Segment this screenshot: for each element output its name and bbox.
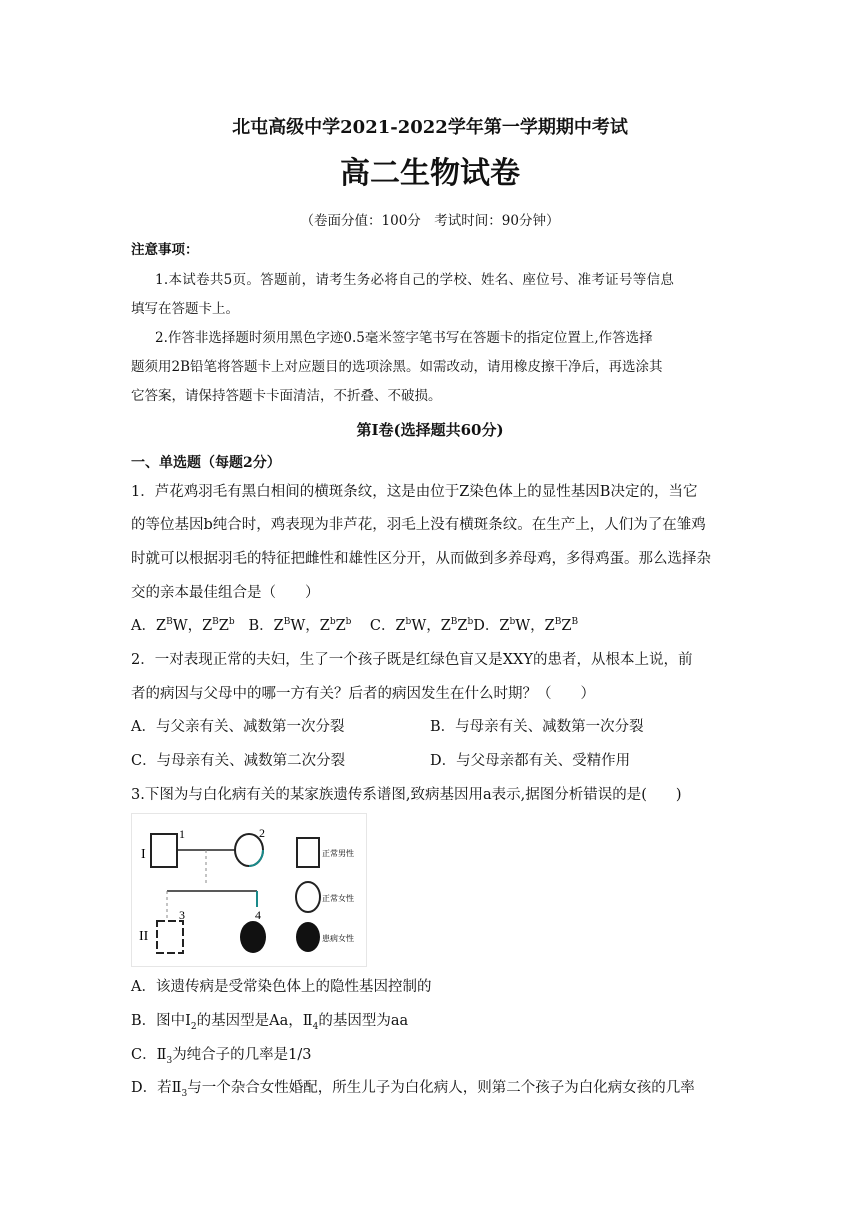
q1-options (131, 616, 578, 636)
legend-normal-male-label: 正常男性 (322, 849, 354, 858)
generation-II-label: II (139, 929, 149, 944)
legend-affected-female-label: 患病女性 (322, 934, 354, 943)
q1-line-2: 的等位基因b纯合时，鸡表现为非芦花，羽毛上没有横斑条纹。在生产上，人们为了在雏鸡 (131, 517, 706, 533)
q2-option-a: A．与父亲有关、减数第一次分裂 (131, 719, 345, 735)
score-time-info: （卷面分值：100分 考试时间：90分钟） (300, 213, 560, 229)
q1-option-a: A．$Z^BW$，$Z^BZ^b$ (131, 617, 235, 634)
q1-option-b: B．$Z^BW$，$Z^bZ^b$ (248, 617, 352, 634)
legend-normal-female-symbol (296, 882, 320, 912)
notice-heading: 注意事项： (131, 242, 199, 258)
subject-title: 高二生物试卷 (340, 156, 520, 191)
q2-option-b: B．与母亲有关、减数第一次分裂 (430, 719, 644, 735)
q2-option-d: D．与父母亲都有关、受精作用 (430, 753, 631, 769)
q1-option-c: C．$Z^bW$，$Z^BZ^b$ (369, 617, 474, 634)
individual-II-4-number: 4 (255, 908, 261, 922)
q2-line-2: 者的病因与父母中的哪一方有关？后者的病因发生在什么时期？（ ） (131, 686, 595, 702)
individual-II-4-affected-female (240, 921, 266, 953)
part-1-title: 第Ⅰ卷(选择题共60分) (356, 421, 504, 439)
individual-I-2-number: 2 (259, 826, 265, 840)
individual-I-1-number: 1 (179, 827, 185, 841)
individual-II-3-normal-male (157, 921, 183, 953)
legend-normal-female-label: 正常女性 (322, 894, 354, 903)
notice-item-2-line-2: 题须用2B铅笔将答题卡上对应题目的选项涂黑。如需改动，请用橡皮擦干净后，再选涂其 (131, 359, 663, 375)
individual-II-3-number: 3 (179, 908, 185, 922)
notice-item-1-line-1: 1.本试卷共5页。答题前，请考生务必将自己的学校、姓名、座位号、准考证号等信息 (155, 272, 675, 288)
legend-normal-male-symbol (297, 838, 319, 867)
q3-option-a: A．该遗传病是受常染色体上的隐性基因控制的 (131, 979, 432, 995)
q1-line-1: 1．芦花鸡羽毛有黑白相间的横斑条纹，这是由位于Z染色体上的显性基因B决定的，当它 (131, 484, 698, 500)
pedigree-chart (131, 813, 367, 967)
individual-I-1-normal-male (151, 834, 177, 867)
q3-option-d: D．若$Ⅱ_3$与一个杂合女性婚配，所生儿子为白化病人，则第二个孩子为白化病女孩的几率 (131, 1080, 695, 1099)
q1-line-4: 交的亲本最佳组合是（ ） (131, 585, 320, 601)
generation-I-label: I (141, 847, 146, 862)
q3-stem: 3.下图为与白化病有关的某家族遗传系谱图,致病基因用a表示,据图分析错误的是( ) (131, 787, 682, 803)
q3-option-c: C．$Ⅱ_3$为纯合子的几率是1/3 (131, 1047, 312, 1066)
q1-option-d: D．$Z^bW$，$Z^BZ^B$ (473, 617, 579, 634)
q2-option-c: C．与母亲有关、减数第二次分裂 (131, 753, 346, 769)
school-exam-title: 北屯高级中学2021-2022学年第一学期期中考试 (232, 117, 628, 138)
section-1-title: 一、单选题（每题2分） (131, 455, 281, 471)
q3-option-b: B．图中$I_2$的基因型是Aa，$Ⅱ_4$的基因型为aa (131, 1013, 409, 1032)
q1-line-3: 时就可以根据羽毛的特征把雌性和雄性区分开，从而做到多养母鸡，多得鸡蛋。那么选择杂 (131, 551, 711, 567)
q2-line-1: 2．一对表现正常的夫妇，生了一个孩子既是红绿色盲又是XXY的患者，从根本上说，前 (131, 652, 693, 668)
notice-item-2-line-1: 2.作答非选择题时须用黑色字迹0.5毫米签字笔书写在答题卡的指定位置上,作答选择 (155, 330, 653, 346)
notice-item-1-line-2: 填写在答题卡上。 (131, 301, 239, 317)
legend-affected-female-symbol (296, 922, 320, 952)
notice-item-2-line-3: 它答案，请保持答题卡卡面清洁，不折叠、不破损。 (131, 388, 442, 404)
